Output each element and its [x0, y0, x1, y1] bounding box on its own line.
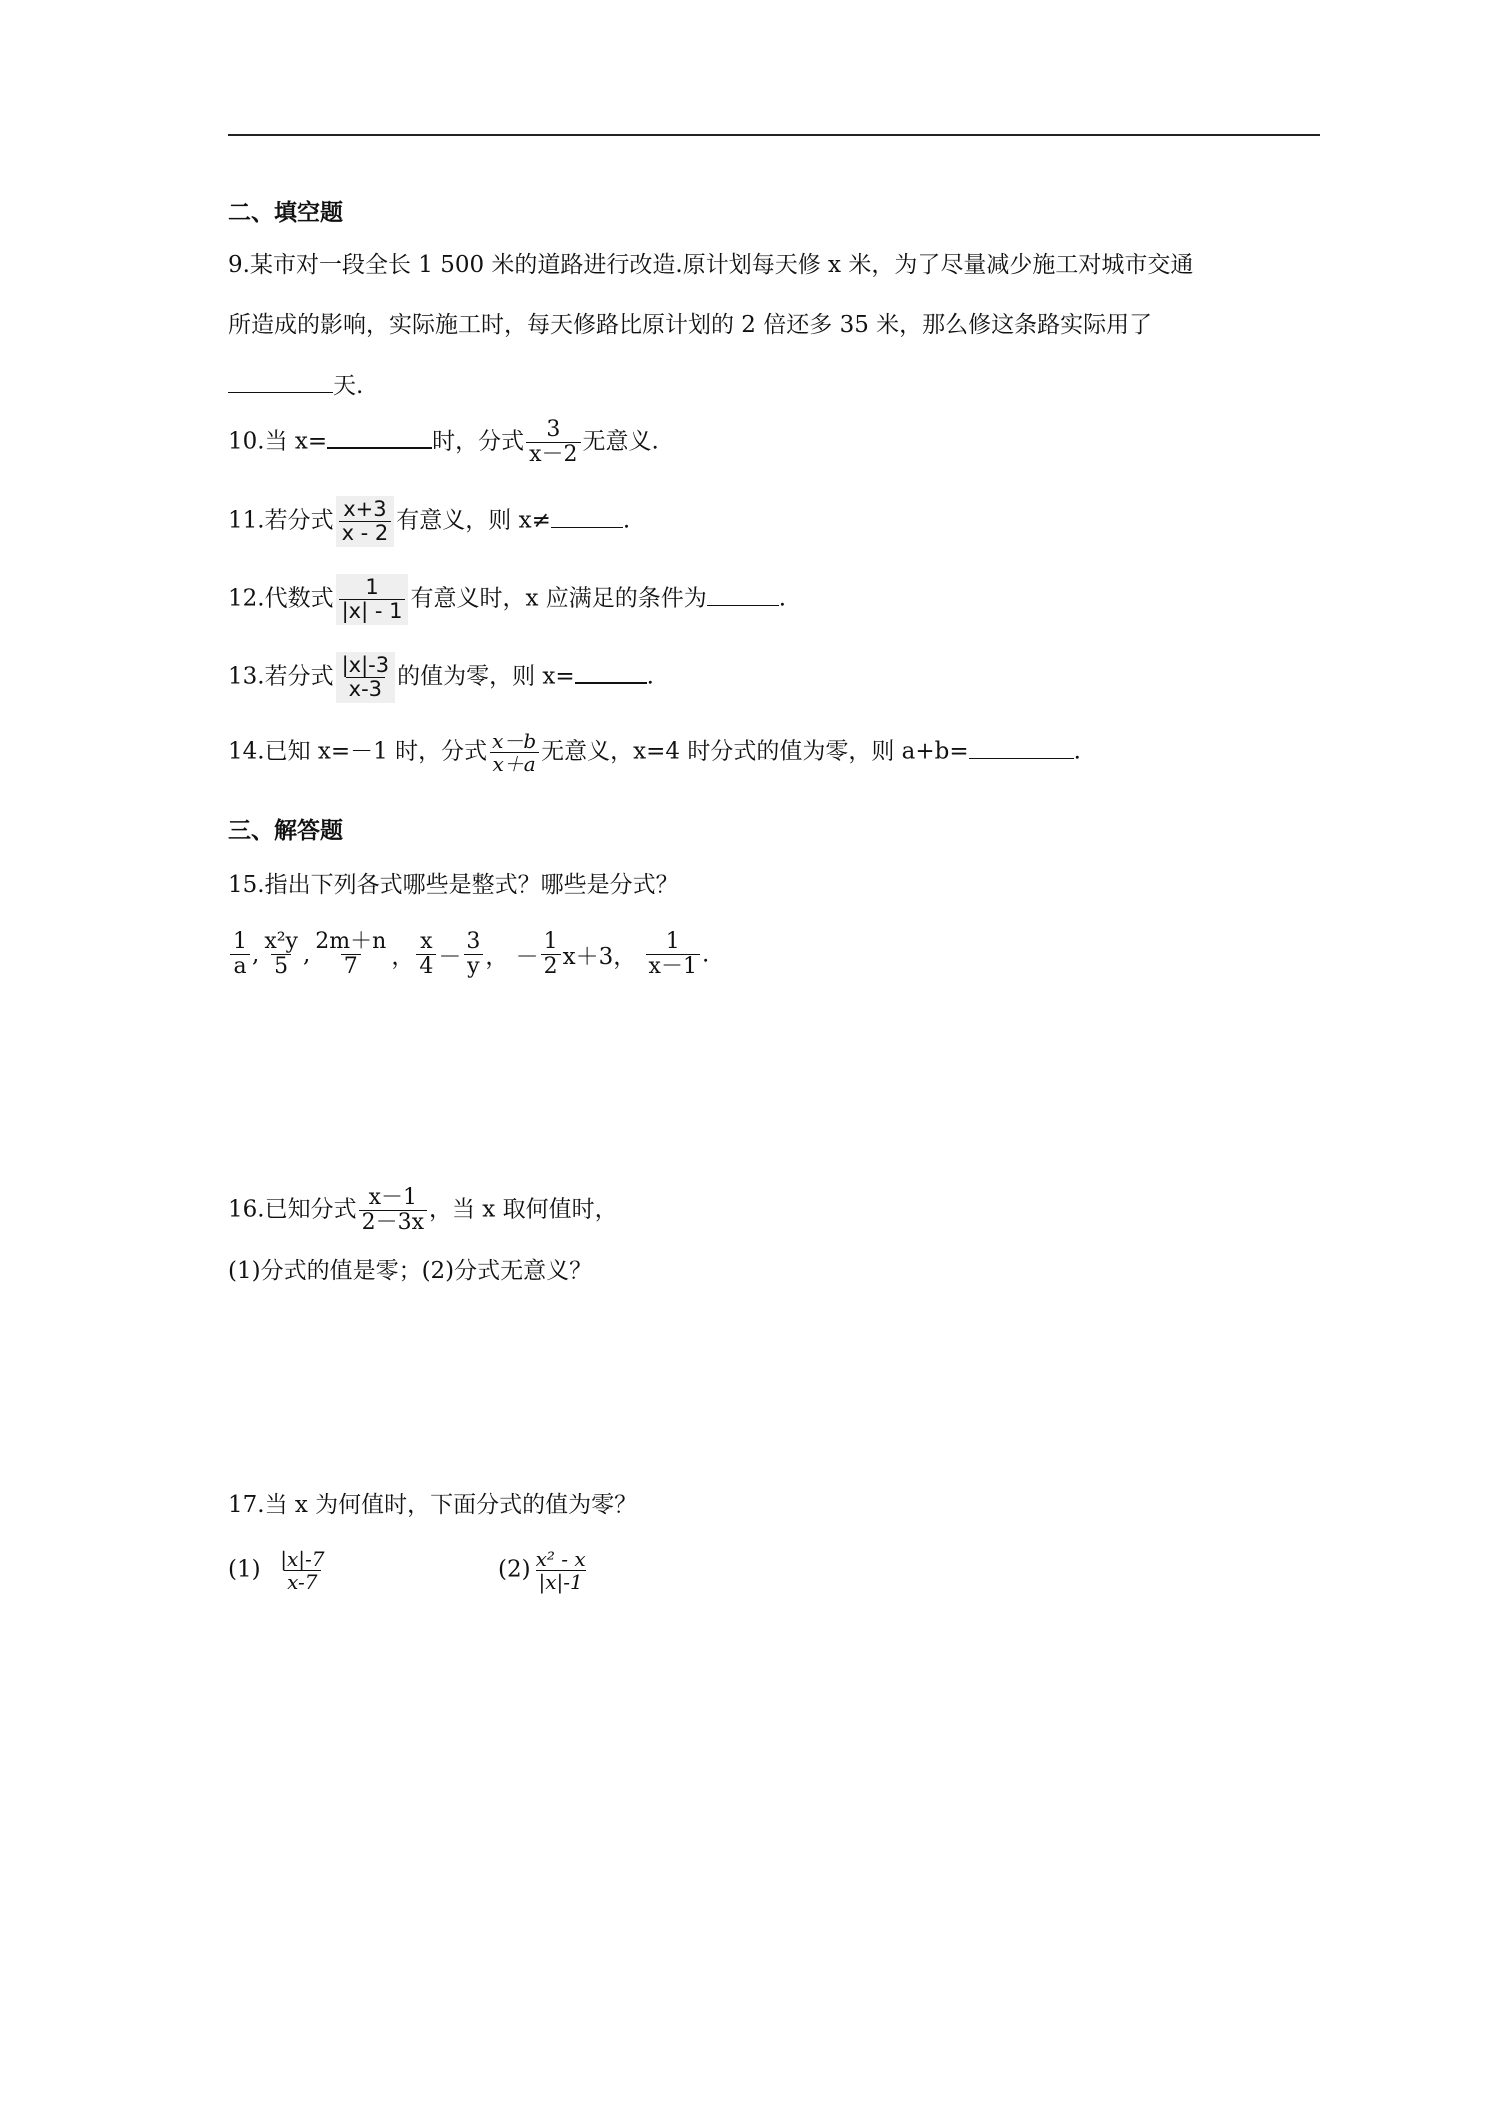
- fraction: $\frac{x-b}{x+a}$: [489, 730, 539, 775]
- fraction: $\frac{1}{2}$: [541, 930, 561, 979]
- fraction: $\frac{1}{a}$: [230, 930, 250, 979]
- q9-line3: 天.: [228, 370, 363, 401]
- fraction: $\frac{x-1}{2-3x}$: [359, 1186, 427, 1235]
- fraction: $\frac{1}{x-1}$: [646, 930, 700, 979]
- fraction: $\frac{|x|-7}{x-7}$: [280, 1547, 325, 1594]
- fraction: $\frac{1}{|x| - 1}$: [336, 574, 409, 625]
- answer-blank[interactable]: [327, 425, 432, 449]
- answer-blank[interactable]: [575, 660, 647, 684]
- q17-part1: (1) $\frac{|x|-7}{x-7}$: [228, 1548, 329, 1593]
- q14: 14.已知 x=－1 时，分式 $\frac{x-b}{x+a}$ 无意义，x=4 时分式的值为零，则 a+b= .: [228, 729, 1081, 776]
- q15-expressions: $\frac{1}{a}$ , $\frac{\text{x²y}}{5}$ , $\frac{2m+n}{7}$ ， $\frac{x}{4}$ － $\frac{3}{y}$ ， － $\frac{1}{2}$ x＋3， $\frac{1}{x-1}$ .: [228, 930, 709, 979]
- header-rule: [228, 134, 1320, 136]
- answer-blank[interactable]: [969, 736, 1074, 759]
- q16: 16.已知分式 $\frac{x-1}{2-3x}$ ，当 x 取何值时，: [228, 1185, 618, 1236]
- section-title-answer: 三、解答题: [228, 818, 343, 844]
- q17-text: 17.当 x 为何值时，下面分式的值为零？: [228, 1492, 638, 1518]
- q9-line1: 9.某市对一段全长 1 500 米的道路进行改造.原计划每天修 x 米，为了尽量减少施工对城市交通: [228, 252, 1194, 278]
- fraction: $\frac{2m+n}{7}$: [315, 929, 387, 980]
- q16-parts: (1)分式的值是零；(2)分式无意义？: [228, 1258, 593, 1284]
- q13: 13.若分式 $\frac{|x|-3}{x-3}$ 的值为零，则 x= .: [228, 652, 654, 703]
- fraction: $\frac{x}{4}$: [416, 930, 436, 979]
- fraction: $\frac{x+3}{x - 2}$: [336, 496, 395, 547]
- answer-blank[interactable]: [551, 505, 623, 528]
- answer-blank[interactable]: [707, 583, 779, 606]
- fraction: $\frac{|x|-3}{x-3}$: [336, 652, 396, 703]
- fraction: $\frac{\text{x²y}}{5}$: [264, 929, 298, 980]
- q17-part2: (2) $\frac{\text{x² - x}}{|x|-1}$: [498, 1548, 591, 1593]
- q15-text: 15.指出下列各式哪些是整式？哪些是分式？: [228, 872, 679, 898]
- fraction: $\frac{3}{y}$: [463, 930, 483, 979]
- q9-line2: 所造成的影响，实际施工时，每天修路比原计划的 2 倍还多 35 米，那么修这条路实际用了: [228, 312, 1153, 338]
- fraction: $\frac{3}{x-2}$: [526, 418, 580, 467]
- fraction: $\frac{\text{x² - x}}{|x|-1}$: [535, 1547, 586, 1594]
- section-title-fill-in: 二、填空题: [228, 200, 343, 226]
- q11: 11.若分式 $\frac{x+3}{x - 2}$ 有意义，则 x≠ .: [228, 496, 630, 547]
- q12: 12.代数式 $\frac{1}{|x| - 1}$ 有意义时，x 应满足的条件为 .: [228, 574, 786, 625]
- q10: 10.当 x= 时，分式 $\frac{3}{x-2}$ 无意义.: [228, 417, 659, 468]
- answer-blank[interactable]: [228, 370, 333, 393]
